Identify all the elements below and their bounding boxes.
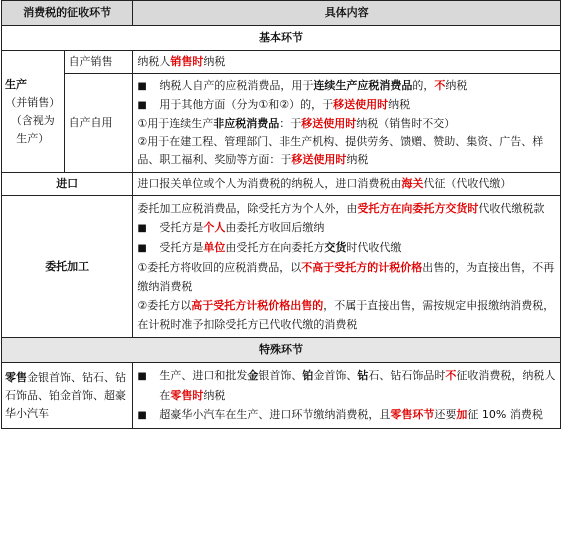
text: 金银首饰、钻石、钻石饰品、铂金首饰、超豪华小汽车 — [5, 370, 126, 420]
text: 征收消费税，纳税人在 — [159, 369, 556, 402]
bold-text: 交货 — [324, 241, 347, 254]
square-bullet-icon: ■ — [137, 371, 147, 382]
self-use-content — [133, 74, 561, 173]
section-special-row — [2, 338, 561, 363]
highlight: 不 — [445, 369, 457, 382]
special-bullet-1 — [137, 366, 556, 405]
section-basic-title: 基本环节 — [2, 26, 561, 51]
entrusted-item-1 — [137, 258, 556, 296]
text: 由受托方在向委托方 — [225, 241, 325, 254]
self-use-bullet-1 — [137, 77, 556, 96]
row-entrusted — [2, 196, 561, 338]
consumption-tax-table — [1, 0, 561, 429]
text: 受托方是 — [159, 221, 204, 234]
special-label — [2, 363, 133, 429]
import-content — [133, 173, 561, 196]
production-label-bold: 生产 — [5, 77, 27, 91]
entrusted-label: 委托加工 — [2, 196, 133, 338]
self-use-label: 自产自用 — [64, 74, 133, 173]
square-bullet-icon: ■ — [137, 81, 147, 92]
header-row — [2, 1, 561, 26]
self-sale-label: 自产销售 — [64, 51, 133, 74]
highlight: 海关 — [401, 177, 424, 190]
text: 纳税 — [203, 55, 226, 68]
header-content: 具体内容 — [133, 1, 561, 26]
text: 生产、进口和批发 — [159, 369, 248, 382]
section-basic-row — [2, 26, 561, 51]
section-special-title: 特殊环节 — [2, 338, 561, 363]
text: ①用于连续生产 — [137, 117, 214, 130]
entrusted-bullet-1 — [137, 218, 556, 238]
text: 进口报关单位或个人为消费税的纳税人，进口消费税由 — [137, 177, 402, 190]
square-bullet-icon: ■ — [137, 223, 147, 234]
production-label-line-3: 生产） — [16, 131, 50, 145]
highlight: 零售环节 — [390, 408, 435, 421]
special-bullet-2 — [137, 405, 556, 425]
text: 时代收代缴 — [346, 241, 402, 254]
text: 代收代缴税款 — [478, 202, 545, 215]
text: 受托方是 — [159, 241, 204, 254]
text: 还要 — [434, 408, 457, 421]
entrusted-bullet-2 — [137, 238, 556, 258]
production-label — [2, 51, 65, 173]
bold-text: 连续生产应税消费品 — [313, 79, 413, 92]
highlight: 受托方在向委托方交货时 — [357, 202, 479, 215]
text: 出售的，为直接出售，不再缴纳消费税 — [137, 261, 555, 293]
self-use-bullet-2 — [137, 96, 556, 115]
highlight: 加 — [456, 408, 468, 421]
row-self-use — [2, 74, 561, 173]
highlight: 不 — [434, 79, 446, 92]
text: ②委托方以 — [137, 299, 192, 312]
text: 由委托方收回后缴纳 — [225, 221, 325, 234]
text: 石、钻石饰品时 — [368, 369, 446, 382]
production-label-line-2: （含视为 — [10, 113, 55, 127]
text: 的， — [412, 79, 435, 92]
text: ：于 — [279, 117, 302, 130]
row-import — [2, 173, 561, 196]
text: 纳税人自产的应税消费品，用于 — [159, 79, 314, 92]
row-self-sale — [2, 51, 561, 74]
self-use-item-2 — [137, 133, 556, 169]
text: 纳税 — [388, 98, 411, 111]
square-bullet-icon: ■ — [137, 100, 147, 111]
highlight: 零售时 — [170, 389, 204, 402]
highlight: 销售时 — [170, 55, 204, 68]
entrusted-item-2 — [137, 296, 556, 334]
text: 纳税 — [346, 153, 369, 166]
text: ①委托方将收回的应税消费品，以 — [137, 261, 302, 274]
self-sale-content — [133, 51, 561, 74]
entrusted-intro — [137, 199, 556, 218]
text: 委托加工应税消费品，除受托方为个人外，由 — [137, 202, 358, 215]
text: ②用于在建工程、管理部门、非生产机构、提供劳务、馈赠、赞助、集资、广告、样品、职工福利、奖励等方面：于 — [137, 135, 544, 166]
highlight: 移送使用时 — [301, 117, 357, 130]
bold-text: 非应税消费品 — [213, 117, 280, 130]
highlight: 不高于受托方的计税价格 — [301, 261, 423, 274]
bold-text: 铂 — [302, 369, 314, 382]
text: 金首饰、 — [313, 369, 358, 382]
special-content — [133, 363, 561, 429]
row-special — [2, 363, 561, 429]
entrusted-content — [133, 196, 561, 338]
text: 超豪华小汽车在生产、进口环节缴纳消费税，且 — [159, 408, 391, 421]
text: 纳税（销售时不交） — [356, 117, 456, 130]
import-label: 进口 — [2, 173, 133, 196]
bold-text: 零售 — [5, 370, 27, 384]
highlight: 单位 — [203, 241, 226, 254]
bold-text: 钻 — [357, 369, 369, 382]
production-label-line-1: （并销售） — [5, 95, 61, 109]
text: 纳税 — [203, 389, 226, 402]
text: 纳税 — [445, 79, 468, 92]
square-bullet-icon: ■ — [137, 410, 147, 421]
text: 代征（代收代缴） — [423, 177, 512, 190]
text: ，不属于直接出售，需按规定申报缴纳消费税，在计税时准予扣除受托方已代收代缴的消费税 — [137, 299, 555, 331]
text: 征 10% 消费税 — [467, 408, 543, 421]
highlight: 移送使用时 — [291, 153, 347, 166]
highlight: 高于受托方计税价格出售的 — [191, 299, 324, 312]
bold-text: 金 — [247, 369, 259, 382]
header-stage: 消费税的征收环节 — [2, 1, 133, 26]
highlight: 个人 — [203, 221, 226, 234]
square-bullet-icon: ■ — [137, 243, 147, 254]
text: 纳税人 — [137, 55, 171, 68]
text: 银首饰、 — [258, 369, 303, 382]
text: 用于其他方面（分为①和②）的，于 — [159, 98, 334, 111]
self-use-item-1 — [137, 115, 556, 133]
highlight: 移送使用时 — [333, 98, 389, 111]
